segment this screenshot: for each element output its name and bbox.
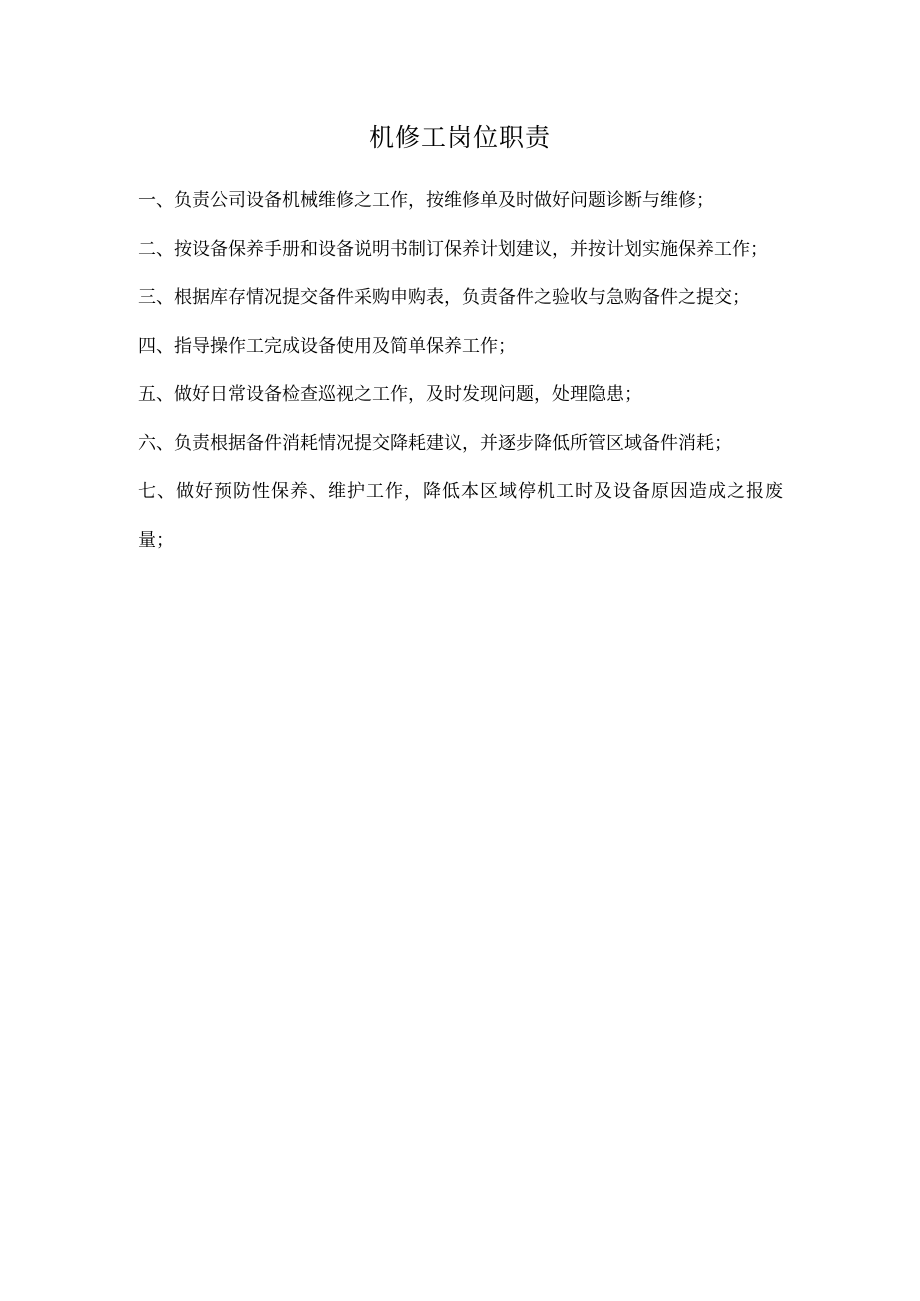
- duty-item-4: 四、指导操作工完成设备使用及简单保养工作；: [138, 335, 516, 357]
- duty-list: [138, 177, 783, 565]
- duty-item-5: 五、做好日常设备检查巡视之工作，及时发现问题，处理隐患；: [138, 384, 642, 405]
- duty-item-2: 二、按设备保养手册和设备说明书制订保养计划建议，并按计划实施保养工作；: [138, 238, 768, 260]
- duty-item-7: 七、做好预防性保养、维护工作，降低本区域停机工时及设备原因造成之报废量；: [138, 481, 783, 551]
- duty-item-3: 三、根据库存情况提交备件采购申购表，负责备件之验收与急购备件之提交；: [138, 287, 750, 308]
- duty-item-1: 一、负责公司设备机械维修之工作，按维修单及时做好问题诊断与维修；: [138, 190, 714, 211]
- duty-item-6: 六、负责根据备件消耗情况提交降耗建议，并逐步降低所管区域备件消耗；: [138, 432, 732, 454]
- document-title: 机修工岗位职责: [368, 123, 551, 152]
